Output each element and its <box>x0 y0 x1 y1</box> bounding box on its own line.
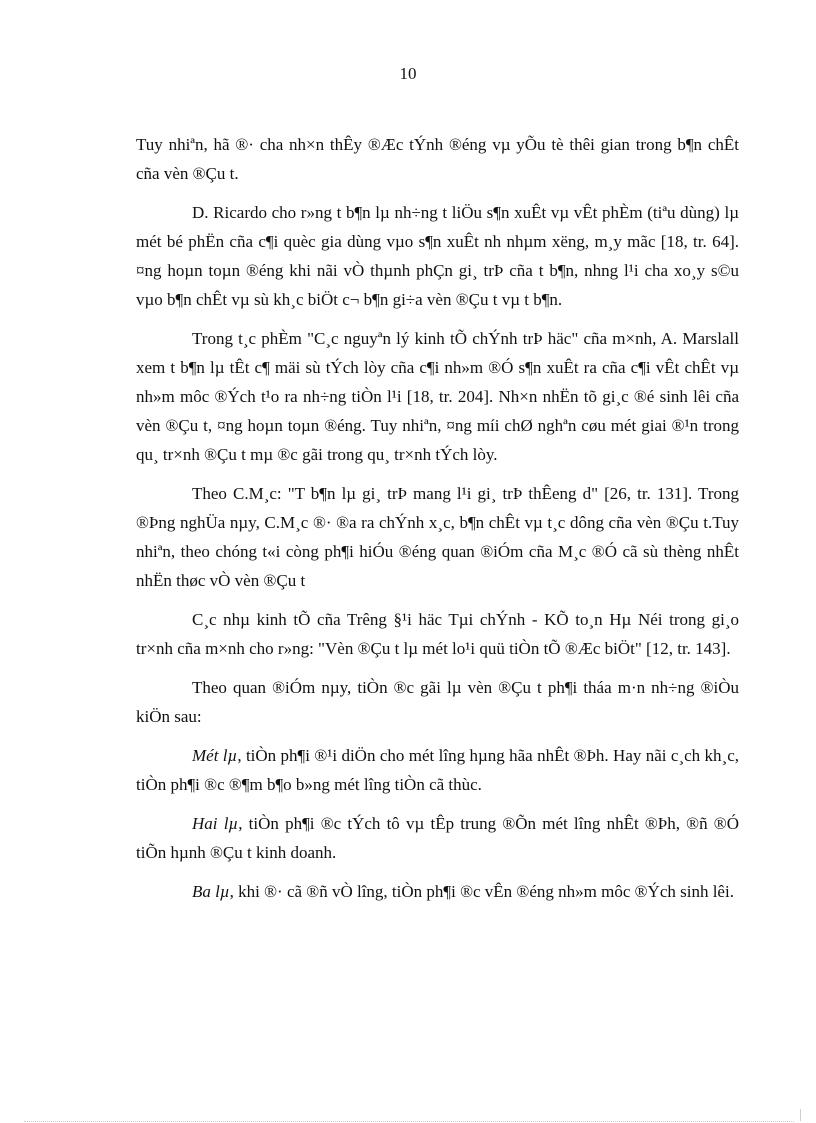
paragraph-text: Theo quan ®iÓm nµy, tiÒn ®c gãi lµ vèn ®Çu t ph¶i tháa m·n nh÷ng ®iÒu kiÖn sau: <box>136 678 739 726</box>
page-number: 10 <box>399 64 417 83</box>
paragraph-5 <box>136 605 739 663</box>
paragraph-text: C¸c nhµ kinh tÕ cña Trêng §¹i häc Tµi chÝnh - KÕ to¸n Hµ Néi trong gi¸o tr×nh cña m×nh cho r»ng: "Vèn ®Çu t lµ mét lo¹i quü tiÒn tÕ ®Æc biÖt" [12, tr. 143]. <box>136 610 739 658</box>
paragraph-text: , tiÒn ph¶i ®c tÝch tô vµ tÊp trung ®Õn mét lîng nhÊt ®Þh, ®ñ ®Ó tiÕn hµnh ®Çu t kinh doanh. <box>136 814 739 862</box>
condition-2 <box>136 809 739 867</box>
page-corner-mark <box>800 1109 809 1121</box>
body-text <box>136 130 739 916</box>
paragraph-6 <box>136 673 739 731</box>
paragraph-text: , tiÒn ph¶i ®¹i diÖn cho mét lîng hµng hãa nhÊt ®Þh. Hay nãi c¸ch kh¸c, tiÒn ph¶i ®c ®¶m b¶o b»ng mét lîng tiÒn cã thùc. <box>136 746 739 794</box>
condition-lead: Hai lµ <box>192 814 239 833</box>
paragraph-text: , khi ®· cã ®ñ vÒ lîng, tiÒn ph¶i ®c vÊn ®éng nh»m môc ®Ých sinh lêi. <box>229 882 734 901</box>
paragraph-4 <box>136 479 739 595</box>
paragraph-2 <box>136 198 739 314</box>
paragraph-text: D. Ricardo cho r»ng t b¶n lµ nh÷ng t liÖu s¶n xuÊt vµ vÊt phÈm (tiªu dùng) lµ mét bé phËn cña c¶i quèc gia dùng vµo s¶n xuÊt nh nhµm xëng, m¸y mãc [18, tr. 64]. ¤ng hoµn toµn ®éng khi nãi vÒ thµnh phÇn gi¸ trÞ cña t b¶n, nhng l¹i cha xo¸y s©u vµo b¶n chÊt vµ sù kh¸c biÖt c¬ b¶n gi÷a vèn ®Çu t vµ t b¶n. <box>136 203 739 309</box>
page-bottom-border <box>24 1121 794 1122</box>
paragraph-text: Theo C.M¸c: "T b¶n lµ gi¸ trÞ mang l¹i gi¸ trÞ thÊeng d" [26, tr. 131]. Trong ®Þng nghÜa nµy, C.M¸c ®· ®a ra chÝnh x¸c, b¶n chÊt vµ t¸c dông cña vèn ®Çu t.Tuy nhiªn, theo chóng t«i còng ph¶i hiÓu ®éng quan ®iÓm cña M¸c ®Ó cã sù thèng nhÊt nhËn thøc vÒ vèn ®Çu t <box>136 484 739 590</box>
paragraph-1 <box>136 130 739 188</box>
condition-lead: Ba lµ <box>192 882 230 901</box>
paragraph-text: Tuy nhiªn, hã ®· cha nh×n thÊy ®Æc tÝnh ®éng vµ yÕu tè thêi gian trong b¶n chÊt cña vèn ®Çu t. <box>136 135 739 183</box>
paragraph-text: Trong t¸c phÈm "C¸c nguyªn lý kinh tÕ chÝnh trÞ häc" cña m×nh, A. Marslall xem t b¶n lµ tÊt c¶ mäi sù tÝch lòy cña c¶i nh»m ®Ó s¶n xuÊt ra cña c¶i vÊt chÊt vµ nh»m môc ®Ých t¹o ra nh÷ng tiÒn l¹i [18, tr. 204]. Nh×n nhËn tõ gi¸c ®é sinh lêi cña vèn ®Çu t, ¤ng hoµn toµn ®éng. Tuy nhiªn, ¤ng míi chØ nghªn cøu mét giai ®¹n trong qu¸ tr×nh ®Çu t mµ ®c gãi trong qu¸ tr×nh tÝch lòy. <box>136 329 739 464</box>
condition-lead: Mét lµ <box>192 746 238 765</box>
condition-3 <box>136 877 739 906</box>
paragraph-3 <box>136 324 739 469</box>
condition-1 <box>136 741 739 799</box>
